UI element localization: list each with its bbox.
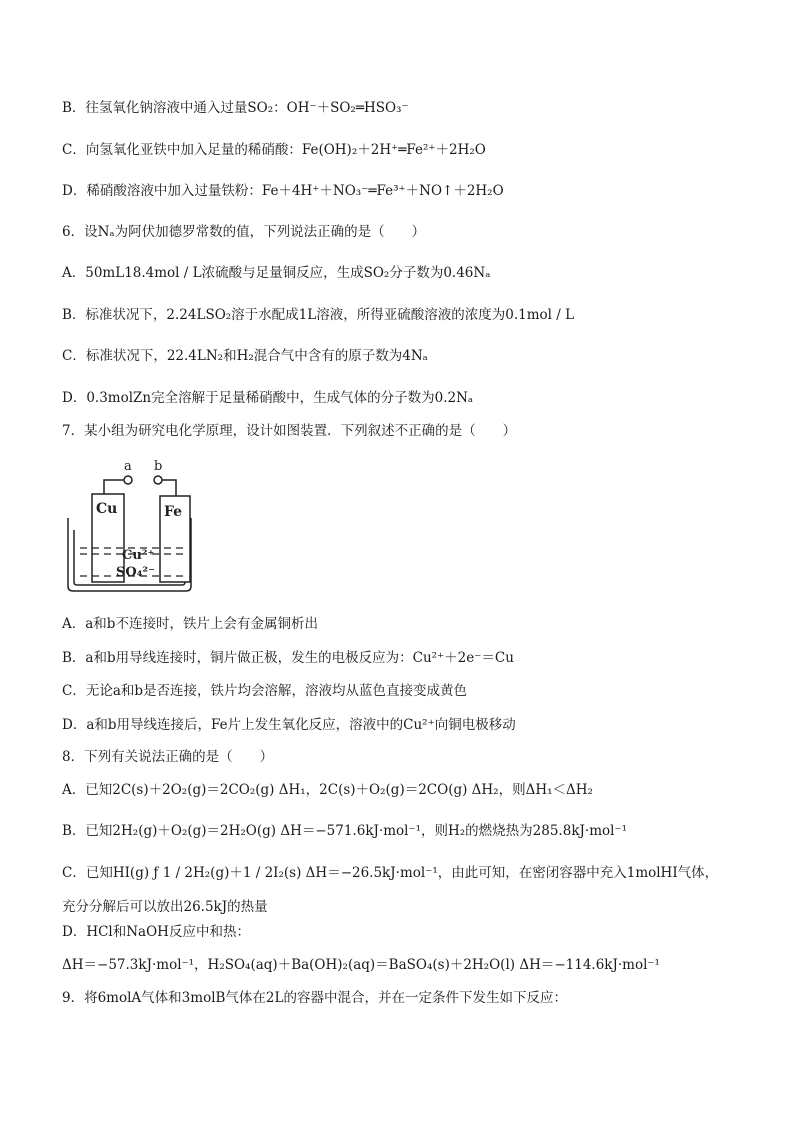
line-8c: C．已知HI(g) ƒ 1 / 2H₂(g)＋1 / 2I₂(s) ΔH＝−26.5kJ·mol⁻¹，由此可知，在密闭容器中充入1molHI气体， (62, 865, 719, 881)
electrochemical-cell-diagram (60, 458, 200, 598)
line-8a: A．已知2C(s)＋2O₂(g)＝2CO₂(g) ΔH₁，2C(s)＋O₂(g)＝2CO(g) ΔH₂，则ΔH₁＜ΔH₂ (62, 782, 593, 798)
line-8b: B．已知2H₂(g)＋O₂(g)＝2H₂O(g) ΔH＝−571.6kJ·mol⁻¹，则H₂的燃烧热为285.8kJ·mol⁻¹ (62, 823, 627, 839)
question-7: 7．某小组为研究电化学原理，设计如图装置．下列叙述不正确的是（ ） (62, 423, 517, 439)
label-cu-ion: Cu²⁺ (122, 548, 155, 563)
question-6: 6．设Nₐ为阿伏加德罗常数的值，下列说法正确的是（ ） (62, 224, 426, 240)
label-fe: Fe (164, 504, 183, 520)
line-6d: D．0.3molZn完全溶解于足量稀硝酸中，生成气体的分子数为0.2Nₐ (62, 390, 474, 406)
line-7d: D．a和b用导线连接后，Fe片上发生氧化反应，溶液中的Cu²⁺向铜电极移动 (62, 717, 516, 733)
line-5d: D．稀硝酸溶液中加入过量铁粉：Fe＋4H⁺＋NO₃⁻═Fe³⁺＋NO↑＋2H₂O (62, 183, 504, 199)
line-7b: B．a和b用导线连接时，铜片做正极，发生的电极反应为：Cu²⁺＋2e⁻＝Cu (62, 650, 514, 666)
terminal-a (124, 476, 132, 484)
line-5b: B．往氢氧化钠溶液中通入过量SO₂：OH⁻＋SO₂═HSO₃⁻ (62, 100, 409, 116)
line-6a: A．50mL18.4mol / L浓硫酸与足量铜反应，生成SO₂分子数为0.46Nₐ (62, 265, 491, 281)
label-cu: Cu (96, 501, 118, 517)
line-8d-cont: ΔH＝−57.3kJ·mol⁻¹，H₂SO₄(aq)＋Ba(OH)₂(aq)＝BaSO₄(s)＋2H₂O(l) ΔH＝−114.6kJ·mol⁻¹ (62, 957, 660, 973)
line-6c: C．标准状况下，22.4LN₂和H₂混合气中含有的原子数为4Nₐ (62, 348, 428, 364)
line-8c-cont: 充分分解后可以放出26.5kJ的热量 (62, 899, 268, 915)
question-8: 8．下列有关说法正确的是（ ） (62, 749, 274, 765)
label-b: b (154, 459, 163, 474)
line-8d: D．HCl和NaOH反应中和热： (62, 924, 250, 940)
terminal-b (154, 476, 162, 484)
question-9: 9．将6molA气体和3molB气体在2L的容器中混合，并在一定条件下发生如下反应： (62, 990, 567, 1006)
line-5c: C．向氢氧化亚铁中加入足量的稀硝酸：Fe(OH)₂＋2H⁺═Fe²⁺＋2H₂O (62, 142, 486, 158)
line-7a: A．a和b不连接时，铁片上会有金属铜析出 (62, 616, 318, 632)
line-7c: C．无论a和b是否连接，铁片均会溶解，溶液均从蓝色直接变成黄色 (62, 683, 468, 699)
label-sulfate-ion: SO₄²⁻ (116, 565, 155, 580)
line-6b: B．标准状况下，2.24LSO₂溶于水配成1L溶液，所得亚硫酸溶液的浓度为0.1mol / L (62, 307, 575, 323)
label-a: a (124, 459, 132, 474)
